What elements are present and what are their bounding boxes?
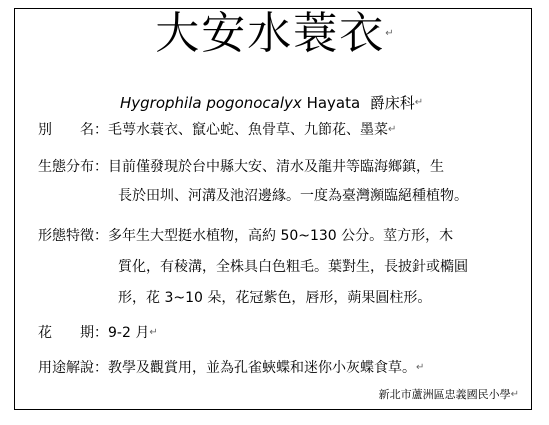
page-title: 大安水蓑衣↵	[155, 8, 394, 59]
species-name: Hygrophila pogonocalyx	[120, 94, 302, 112]
usage-row: 用途解說：教學及觀賞用，並為孔雀蛺蝶和迷你小灰蝶食草。↵	[38, 360, 425, 376]
family-name: 爵床科	[369, 94, 415, 112]
document-border	[14, 8, 532, 410]
usage-label: 用途解說：	[38, 360, 108, 376]
school-footer: 新北市蘆洲區忠義國民小學↵	[378, 388, 519, 401]
scientific-name: Hygrophila pogonocalyx Hayata 爵床科↵	[120, 94, 424, 112]
features-label: 形態特徵：	[38, 228, 108, 244]
alias-value: 毛萼水蓑衣、竄心蛇、魚骨草、九節花、墨菜	[108, 122, 388, 138]
features-row	[38, 226, 453, 246]
features-line-3: 形，花 3~10 朵，花冠紫色，唇形，蒴果圓柱形。	[118, 290, 432, 306]
flowering-row: 花 期：9-2 月↵	[38, 325, 158, 341]
alias-row: 別 名：毛萼水蓑衣、竄心蛇、魚骨草、九節花、墨菜↵	[38, 122, 397, 138]
flowering-value: 9-2 月	[108, 325, 150, 341]
species-author: Hayata	[306, 94, 361, 112]
ecology-label: 生態分布：	[38, 159, 108, 175]
features-line: 多年生大型挺水植物，高約 50~130 公分。莖方形，木	[108, 228, 454, 244]
alias-label: 別 名：	[38, 122, 108, 138]
ecology-line-2: 長於田圳、河溝及池沼邊緣。一度為臺灣瀕臨絕種植物。	[118, 188, 468, 204]
flowering-label: 花 期：	[38, 325, 108, 341]
features-line-2: 質化，有稜溝，全株具白色粗毛。葉對生，長披針或橢圓	[118, 259, 468, 275]
usage-value: 教學及觀賞用，並為孔雀蛺蝶和迷你小灰蝶食草。	[108, 360, 416, 376]
ecology-row	[38, 157, 444, 177]
ecology-line: 目前僅發現於台中縣大安、清水及龍井等臨海鄉鎮，生	[108, 159, 444, 175]
